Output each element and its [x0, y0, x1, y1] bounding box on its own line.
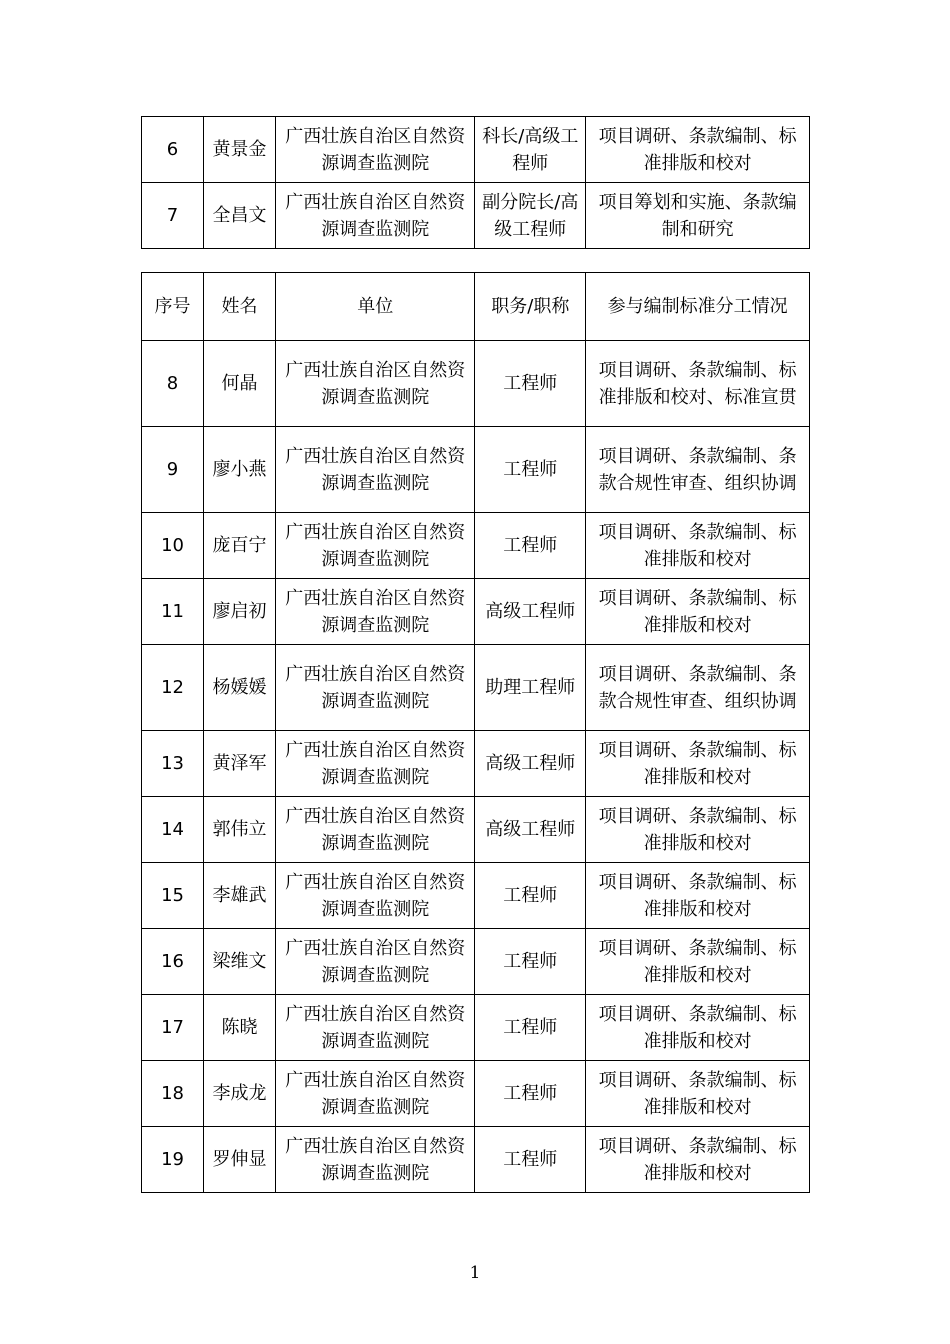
- cell-title: 工程师: [475, 929, 586, 995]
- header-unit: 单位: [276, 273, 475, 341]
- cell-title: 科长/高级工程师: [475, 117, 586, 183]
- cell-no: 16: [142, 929, 204, 995]
- cell-no: 18: [142, 1061, 204, 1127]
- cell-title: 工程师: [475, 1061, 586, 1127]
- table-row: [142, 1061, 810, 1127]
- cell-unit: 广西壮族自治区自然资源调查监测院: [276, 513, 475, 579]
- cell-name: 陈晓: [204, 995, 276, 1061]
- table-row: [142, 427, 810, 513]
- table-row: [142, 995, 810, 1061]
- cell-name: 庞百宁: [204, 513, 276, 579]
- cell-name: 杨媛媛: [204, 645, 276, 731]
- cell-unit: 广西壮族自治区自然资源调查监测院: [276, 1127, 475, 1193]
- cell-unit: 广西壮族自治区自然资源调查监测院: [276, 183, 475, 249]
- cell-name: 黄景金: [204, 117, 276, 183]
- cell-name: 李成龙: [204, 1061, 276, 1127]
- cell-unit: 广西壮族自治区自然资源调查监测院: [276, 863, 475, 929]
- cell-title: 工程师: [475, 863, 586, 929]
- cell-unit: 广西壮族自治区自然资源调查监测院: [276, 995, 475, 1061]
- cell-role: 项目调研、条款编制、标准排版和校对: [586, 929, 810, 995]
- cell-role: 项目调研、条款编制、条款合规性审查、组织协调: [586, 645, 810, 731]
- cell-name: 梁维文: [204, 929, 276, 995]
- table-row: [142, 183, 810, 249]
- table-row: [142, 513, 810, 579]
- cell-name: 李雄武: [204, 863, 276, 929]
- table-row: [142, 863, 810, 929]
- cell-no: 12: [142, 645, 204, 731]
- table-row: [142, 1127, 810, 1193]
- table-header-row: [142, 273, 810, 341]
- table-row: [142, 645, 810, 731]
- table-main: [141, 272, 810, 1193]
- cell-unit: 广西壮族自治区自然资源调查监测院: [276, 1061, 475, 1127]
- cell-no: 10: [142, 513, 204, 579]
- cell-no: 6: [142, 117, 204, 183]
- cell-role: 项目调研、条款编制、标准排版和校对: [586, 513, 810, 579]
- page-number: 1: [469, 1263, 481, 1283]
- cell-name: 黄泽军: [204, 731, 276, 797]
- cell-name: 罗伸显: [204, 1127, 276, 1193]
- cell-title: 工程师: [475, 513, 586, 579]
- cell-role: 项目调研、条款编制、标准排版和校对: [586, 731, 810, 797]
- cell-no: 19: [142, 1127, 204, 1193]
- cell-unit: 广西壮族自治区自然资源调查监测院: [276, 579, 475, 645]
- cell-title: 副分院长/高级工程师: [475, 183, 586, 249]
- cell-no: 11: [142, 579, 204, 645]
- cell-title: 工程师: [475, 995, 586, 1061]
- cell-role: 项目调研、条款编制、标准排版和校对: [586, 579, 810, 645]
- cell-role: 项目筹划和实施、条款编制和研究: [586, 183, 810, 249]
- table-row: [142, 579, 810, 645]
- header-role: 参与编制标准分工情况: [586, 273, 810, 341]
- cell-name: 廖小燕: [204, 427, 276, 513]
- cell-role: 项目调研、条款编制、标准排版和校对、标准宣贯: [586, 341, 810, 427]
- cell-role: 项目调研、条款编制、标准排版和校对: [586, 117, 810, 183]
- cell-no: 8: [142, 341, 204, 427]
- table-continued: [141, 116, 810, 249]
- cell-role: 项目调研、条款编制、条款合规性审查、组织协调: [586, 427, 810, 513]
- cell-name: 郭伟立: [204, 797, 276, 863]
- cell-no: 15: [142, 863, 204, 929]
- cell-role: 项目调研、条款编制、标准排版和校对: [586, 995, 810, 1061]
- cell-unit: 广西壮族自治区自然资源调查监测院: [276, 929, 475, 995]
- cell-role: 项目调研、条款编制、标准排版和校对: [586, 797, 810, 863]
- cell-no: 9: [142, 427, 204, 513]
- cell-role: 项目调研、条款编制、标准排版和校对: [586, 1127, 810, 1193]
- cell-title: 工程师: [475, 427, 586, 513]
- cell-title: 高级工程师: [475, 797, 586, 863]
- table-row: [142, 731, 810, 797]
- cell-role: 项目调研、条款编制、标准排版和校对: [586, 1061, 810, 1127]
- cell-unit: 广西壮族自治区自然资源调查监测院: [276, 731, 475, 797]
- cell-unit: 广西壮族自治区自然资源调查监测院: [276, 797, 475, 863]
- header-no: 序号: [142, 273, 204, 341]
- table-row: [142, 797, 810, 863]
- cell-name: 何晶: [204, 341, 276, 427]
- cell-unit: 广西壮族自治区自然资源调查监测院: [276, 645, 475, 731]
- table-row: [142, 929, 810, 995]
- cell-name: 廖启初: [204, 579, 276, 645]
- header-title: 职务/职称: [475, 273, 586, 341]
- cell-title: 工程师: [475, 1127, 586, 1193]
- cell-unit: 广西壮族自治区自然资源调查监测院: [276, 341, 475, 427]
- cell-title: 助理工程师: [475, 645, 586, 731]
- cell-unit: 广西壮族自治区自然资源调查监测院: [276, 427, 475, 513]
- cell-no: 7: [142, 183, 204, 249]
- table-row: [142, 341, 810, 427]
- cell-title: 高级工程师: [475, 731, 586, 797]
- table-row: [142, 117, 810, 183]
- cell-no: 14: [142, 797, 204, 863]
- cell-title: 工程师: [475, 341, 586, 427]
- cell-title: 高级工程师: [475, 579, 586, 645]
- cell-unit: 广西壮族自治区自然资源调查监测院: [276, 117, 475, 183]
- cell-name: 全昌文: [204, 183, 276, 249]
- cell-no: 13: [142, 731, 204, 797]
- header-name: 姓名: [204, 273, 276, 341]
- cell-role: 项目调研、条款编制、标准排版和校对: [586, 863, 810, 929]
- cell-no: 17: [142, 995, 204, 1061]
